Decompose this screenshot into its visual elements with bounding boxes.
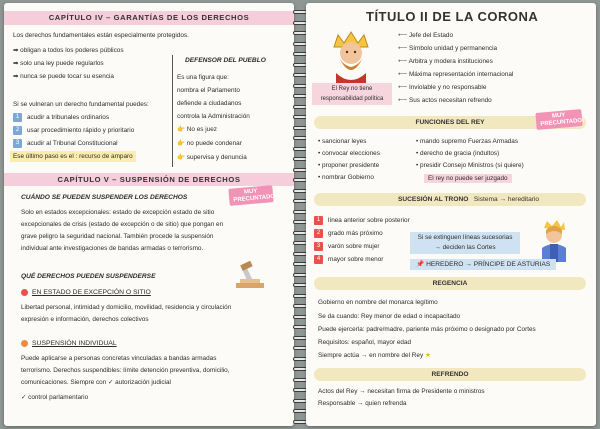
defensor-item: 👉 No es juez xyxy=(177,126,217,133)
king-list-item: ⟵ Jefe del Estado xyxy=(398,32,454,39)
arrow-icon: ➡ xyxy=(13,73,19,80)
subsection-title: SUSPENSIÓN INDIVIDUAL xyxy=(21,339,117,348)
regencia-line: Gobierno en nombre del monarca legítimo xyxy=(318,299,438,306)
paragraph-line: expresión e información, derechos colectivos xyxy=(21,316,149,323)
king-list-item: ⟵ Sus actos necesitan refrendo xyxy=(398,97,492,104)
spiral-ring xyxy=(293,388,307,392)
heredero-badge: 📌 HEREDERO → PRÍNCIPE DE ASTURIAS xyxy=(410,259,556,270)
right-page xyxy=(306,3,596,426)
amparo-note: Ese último paso es el : recurso de amparo xyxy=(10,151,136,162)
spiral-ring xyxy=(293,336,307,340)
refrendo-line: Actos del Rey → necesitan firma de Presidente o ministros xyxy=(318,388,485,395)
spiral-ring xyxy=(293,31,307,35)
scales-icon xyxy=(232,261,268,296)
spiral-ring xyxy=(293,294,307,298)
arrow-icon: ⟵ xyxy=(398,45,408,52)
question-title: QUÉ DERECHOS PUEDEN SUSPENDERSE xyxy=(21,273,156,280)
paragraph-line: Puede aplicarse a personas concretas vinculadas a bandas armadas xyxy=(21,355,217,362)
paragraph-line: grave peligro la seguridad nacional. También procede la suspensión xyxy=(21,233,214,240)
spiral-ring xyxy=(293,147,307,151)
intro-text: Los derechos fundamentales están especialmente protegidos. xyxy=(13,32,189,39)
arrow-icon: ⟵ xyxy=(398,97,408,104)
paragraph-line: ✓ control parlamentario xyxy=(21,394,89,401)
spiral-ring xyxy=(293,283,307,287)
defensor-item: 👉 no puede condenar xyxy=(177,140,242,147)
paragraph-line: Solo en estados excepcionales: estado de excepción estado de sitio xyxy=(21,209,215,216)
step-item: 1 acudir a tribunales ordinarios xyxy=(13,113,109,122)
paragraph-line: Libertad personal, intimidad y domicilio, movilidad, residencia y circulación xyxy=(21,304,232,311)
defensor-line: Es una figura que: xyxy=(177,74,229,81)
king-list-item: ⟵ Símbolo unidad y permanencia xyxy=(398,45,498,52)
spiral-ring xyxy=(293,325,307,329)
arrow-icon: ⟵ xyxy=(398,84,408,91)
spiral-ring xyxy=(293,10,307,14)
function-item: • mando supremo Fuerzas Armadas xyxy=(416,138,519,145)
hand-icon: 👉 xyxy=(177,140,185,147)
succession-item: 2 grado más próximo xyxy=(314,229,383,238)
king-note: El rey no puede ser juzgado xyxy=(424,174,512,183)
defensor-line: defiende a ciudadanos xyxy=(177,100,242,107)
defensor-line: controla la Administración xyxy=(177,113,250,120)
hand-icon: 👉 xyxy=(177,126,185,133)
defensor-line: nombra el Parlamento xyxy=(177,87,240,94)
subsection-title: EN ESTADO DE EXCEPCIÓN O SITIO xyxy=(21,288,151,297)
star-icon: ★ xyxy=(424,352,431,359)
spiral-ring xyxy=(293,304,307,308)
function-item: • convocar elecciones xyxy=(318,150,380,157)
spiral-ring xyxy=(293,399,307,403)
function-item: • nombrar Gobierno xyxy=(318,174,374,181)
spiral-ring xyxy=(293,126,307,130)
spiral-ring xyxy=(293,178,307,182)
spiral-ring xyxy=(293,21,307,25)
spiral-ring xyxy=(293,199,307,203)
page-title: TÍTULO II DE LA CORONA xyxy=(366,9,539,24)
spiral-ring xyxy=(293,94,307,98)
spiral-ring xyxy=(293,42,307,46)
refrendo-header: REFRENDO xyxy=(314,368,586,381)
king-list-item: ⟵ Inviolable y no responsable xyxy=(398,84,487,91)
function-item: • derecho de gracia (indultos) xyxy=(416,150,500,157)
defensor-item: 👉 supervisa y denuncia xyxy=(177,154,247,161)
spiral-ring xyxy=(293,252,307,256)
spiral-ring xyxy=(293,315,307,319)
succession-item: 3 varón sobre mujer xyxy=(314,242,380,251)
function-item: • proponer presidente xyxy=(318,162,380,169)
spiral-ring xyxy=(293,420,307,424)
spiral-ring xyxy=(293,262,307,266)
extinct-note: Si se extinguen líneas sucesorias → deciden las Cortes xyxy=(410,232,520,254)
arrow-icon: ⟵ xyxy=(398,32,408,39)
spiral-ring xyxy=(293,357,307,361)
regencia-line: Se da cuando: Rey menor de edad o incapacitado xyxy=(318,313,461,320)
spiral-ring xyxy=(293,378,307,382)
paragraph-line: individual ante investigaciones de bandas armadas o terrorismo. xyxy=(21,245,204,252)
arrow-item: ➡ obligan a todos los poderes públicos xyxy=(13,47,124,54)
popular-badge: MUY PRECUNTADO! xyxy=(228,185,273,206)
regencia-line: Puede ejercerla: padre/madre, pariente más próximo o designado por Cortes xyxy=(318,326,536,333)
paragraph-line: terrorismo. Derechos suspendibles: límite detención preventiva, domicilio, xyxy=(21,367,230,374)
funciones-header: FUNCIONES DEL REY xyxy=(314,116,586,129)
refrendo-line: Responsable → quien refrenda xyxy=(318,400,407,407)
arrow-icon: ➡ xyxy=(13,47,19,54)
spiral-ring xyxy=(293,157,307,161)
regencia-line: Requisitos: español, mayor edad xyxy=(318,339,412,346)
king-label: El Rey no tiene responsabilidad política xyxy=(312,83,392,105)
spiral-ring xyxy=(293,220,307,224)
spiral-ring xyxy=(293,115,307,119)
arrow-item: ➡ nunca se puede tocar su esencia xyxy=(13,73,114,80)
spiral-ring xyxy=(293,367,307,371)
defensor-box xyxy=(172,55,287,167)
spiral-ring xyxy=(293,346,307,350)
spiral-ring xyxy=(293,241,307,245)
function-item: • sancionar leyes xyxy=(318,138,367,145)
regencia-line: Siempre actúa → en nombre del Rey ★ xyxy=(318,352,431,359)
spiral-ring xyxy=(293,168,307,172)
spiral-ring xyxy=(293,409,307,413)
spiral-ring xyxy=(293,273,307,277)
paragraph-line: excepcionales de crisis (estado de excepción o de sitio) que pongan en xyxy=(21,221,224,228)
arrow-icon: ⟵ xyxy=(398,58,408,65)
spiral-ring xyxy=(293,136,307,140)
spiral-ring xyxy=(293,105,307,109)
spiral-ring xyxy=(293,84,307,88)
question-title: CUÁNDO SE PUEDEN SUSPENDER LOS DERECHOS xyxy=(21,194,188,201)
function-item: • presidir Consejo Ministros (si quiere) xyxy=(416,162,524,169)
spiral-ring xyxy=(293,63,307,67)
king-list-item: ⟵ Máxima representación internacional xyxy=(398,71,514,78)
sucesion-header: SUCESIÓN AL TRONO Sistema → hereditario xyxy=(314,193,586,206)
spiral-ring xyxy=(293,231,307,235)
step-item: 2 usar procedimiento rápido y prioritario xyxy=(13,126,134,135)
defensor-title: DEFENSOR DEL PUEBLO xyxy=(185,57,266,64)
hand-icon: 👉 xyxy=(177,154,185,161)
arrow-icon: ⟵ xyxy=(398,71,408,78)
chapter-v-header: CAPÍTULO V – SUSPENSIÓN DE DERECHOS xyxy=(4,173,294,186)
regencia-header: REGENCIA xyxy=(314,277,586,290)
violated-text: Si se vulneran un derecho fundamental puedes: xyxy=(13,101,149,108)
spiral-ring xyxy=(293,52,307,56)
spiral-ring xyxy=(293,189,307,193)
left-page xyxy=(4,3,294,426)
king-list-item: ⟵ Arbitra y modera instituciones xyxy=(398,58,493,65)
succession-item: 4 mayor sobre menor xyxy=(314,255,383,264)
paragraph-line: comunicaciones. Siempre con ✓ autorización judicial xyxy=(21,379,171,386)
pin-icon: 📌 xyxy=(416,261,425,268)
spiral-ring xyxy=(293,210,307,214)
arrow-item: ➡ solo una ley puede regularlos xyxy=(13,60,104,67)
arrow-icon: ➡ xyxy=(13,60,19,67)
chapter-iv-header: CAPÍTULO IV – GARANTÍAS DE LOS DERECHOS xyxy=(4,11,294,25)
succession-item: 1 línea anterior sobre posterior xyxy=(314,216,410,225)
spiral-ring xyxy=(293,73,307,77)
step-item: 3 acudir al Tribunal Constitucional xyxy=(13,139,118,148)
popular-badge: MUY PRECUNTADO! xyxy=(535,109,582,130)
